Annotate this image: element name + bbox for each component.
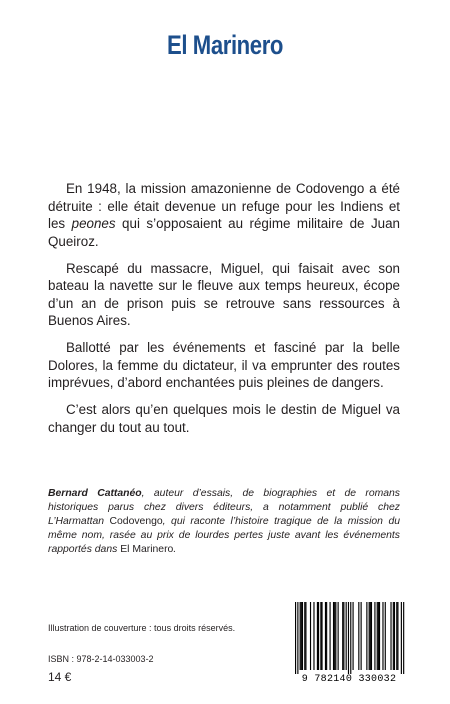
peones-word: peones — [71, 216, 116, 231]
cover-credit: Illustration de couverture : tous droits réservés. — [48, 623, 236, 633]
barcode-bar — [342, 602, 343, 670]
barcode-bar — [382, 602, 383, 670]
barcode-digits: 9 782140 330032 — [301, 674, 397, 685]
barcode-bar — [370, 602, 371, 670]
barcode-bar — [301, 602, 302, 670]
barcode-bar — [338, 602, 339, 670]
barcode-bar — [320, 602, 321, 670]
blurb-paragraph-2: Rescapé du massacre, Miguel, qui faisait avec son bateau la navette sur le fleuve aux temps heureux, écope d’un an de prison puis se retrouve sans ressources à Buenos Aires. — [48, 260, 400, 328]
back-cover-blurb — [48, 180, 400, 446]
author-bio: Bernard Cattanéo, auteur d’essais, de biographies et de romans historiques parus chez divers éditeurs, a notamment publié chez L’Harmattan Codovengo, qui raconte l’histoire tragique de la mission du même nom, rasée au prix de lourdes pertes juste avant les événements rapportés dans El Marinero. — [48, 488, 401, 555]
barcode-bar — [295, 602, 296, 674]
author-name: Bernard Cattanéo — [48, 488, 142, 499]
book-title: El Marinero — [166, 30, 284, 60]
barcode-bar — [396, 602, 397, 670]
barcode-bar — [348, 602, 349, 674]
barcode-bar — [390, 602, 391, 670]
barcode-bar — [297, 602, 298, 674]
barcode-bar — [397, 602, 398, 670]
barcode-bar — [361, 602, 362, 670]
barcode-bar — [358, 602, 359, 670]
blurb-paragraph-3: Ballotté par les événements et fasciné par la belle Dolores, la femme du dictateur, il va emprunter des routes imprévues, d’abord enchantées puis pleines de dangers. — [48, 340, 400, 390]
barcode-bar — [334, 602, 335, 670]
barcode-bar — [371, 602, 372, 670]
barcode-bar — [305, 602, 306, 670]
blurb-paragraph-4: C’est alors qu’en quelques mois le destin de Miguel va changer du tout au tout. — [48, 402, 400, 435]
barcode-bar — [313, 602, 314, 670]
barcode-bars — [288, 600, 410, 674]
codovengo-title: Codovengo — [109, 515, 163, 527]
barcode-bar — [333, 602, 334, 670]
barcode-bar — [335, 602, 336, 670]
barcode-bar — [393, 602, 394, 670]
barcode-bar — [350, 602, 351, 674]
barcode — [288, 600, 410, 686]
price: 14 € — [48, 670, 72, 684]
isbn: ISBN : 978-2-14-033003-2 — [48, 654, 154, 664]
barcode-bar — [325, 602, 326, 670]
barcode-bar — [401, 602, 402, 674]
barcode-bar — [366, 602, 367, 670]
barcode-bar — [343, 602, 344, 670]
barcode-bar — [304, 602, 305, 670]
barcode-bar — [300, 602, 301, 670]
barcode-bar — [321, 602, 322, 670]
barcode-bar — [378, 602, 379, 670]
barcode-bar — [318, 602, 319, 670]
barcode-bar — [346, 602, 347, 670]
barcode-bar — [302, 602, 303, 670]
barcode-bar — [394, 602, 395, 670]
barcode-bar — [310, 602, 311, 670]
barcode-bar — [377, 602, 378, 670]
barcode-bar — [369, 602, 370, 670]
barcode-bar — [379, 602, 380, 670]
barcode-bar — [403, 602, 404, 674]
barcode-bar — [353, 602, 354, 670]
book-title-ref: El Marinero — [120, 543, 174, 555]
barcode-bar — [330, 602, 331, 670]
barcode-bar — [326, 602, 327, 670]
blurb-paragraph-1: En 1948, la mission amazonienne de Codovengo a été détruite : elle était devenue un refuge pour les Indiens et les peones qui s’opposaient au régime militaire de Juan Queiroz. — [48, 181, 400, 249]
barcode-bar — [374, 602, 375, 670]
barcode-bar — [385, 602, 386, 670]
barcode-bar — [317, 602, 318, 670]
